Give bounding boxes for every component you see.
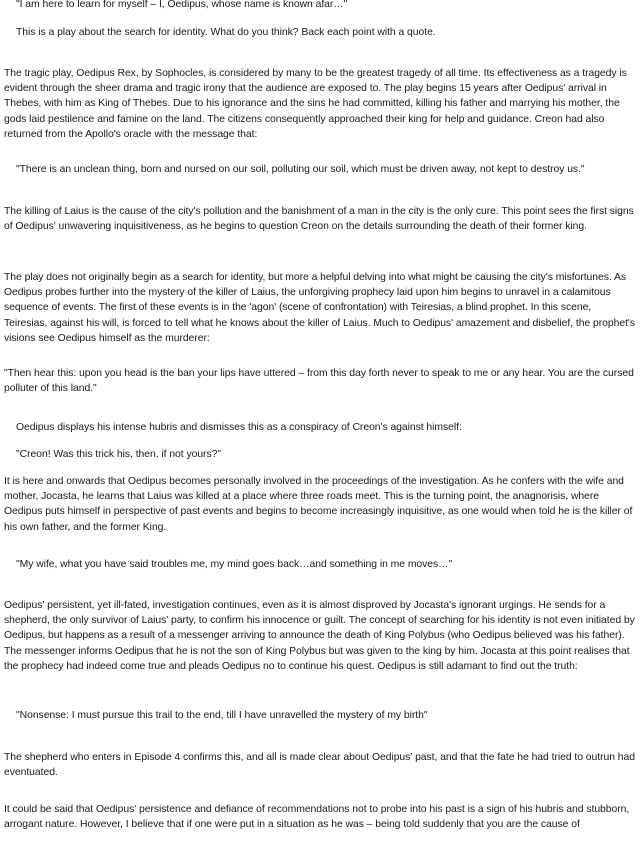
paragraph-1: The tragic play, Oedipus Rex, by Sophocles, is considered by many to be the greatest tragedy of all time. Its effectiveness as a tragedy is evident through the sheer drama and tragic irony that the audience are exposed to. The play begins 15 years after Oedipus' arrival in Thebes, with him as King of Thebes. Due to his ignorance and the sins he had committed, killing his father and marrying his mother, the gods laid pestilence and famine on the land. The citizens consequently approached their king for help and guidance. Creon had also returned from the Apollo's oracle with the message that: [4, 68, 627, 140]
paragraph-4: Oedipus displays his intense hubris and dismisses this as a conspiracy of Creon's against himself: [16, 422, 462, 433]
essay-prompt: This is a play about the search for identity. What do you think? Back each point with a quote. [16, 27, 436, 38]
essay-title-quote: "I am here to learn for myself – I, Oedipus, whose name is known afar…" [16, 0, 348, 10]
quote-2: "Then hear this: upon you head is the ban your lips have uttered – from this day forth never to speak to me or any hear. You are the cursed polluter of this land." [4, 368, 634, 395]
paragraph-8: It could be said that Oedipus' persistence and defiance of recommendations not to probe into his past is a sign of his hubris and stubborn, arrogant nature. However, I believe that if one were put in a situation as he was – being told suddenly that you are the cause of [4, 804, 630, 831]
quote-4: "My wife, what you have said troubles me, my mind goes back…and something in me moves…" [16, 559, 453, 570]
quote-3: "Creon! Was this trick his, then, if not yours?" [16, 449, 221, 460]
paragraph-7: The shepherd who enters in Episode 4 confirms this, and all is made clear about Oedipus' past, and that the fate he had tried to outrun had eventuated. [4, 752, 635, 779]
paragraph-5: It is here and onwards that Oedipus becomes personally involved in the proceedings of the investigation. As he confers with the wife and mother, Jocasta, he learns that Laius was killed at a place where three roads meet. This is the turning point, the anagnorisis, where Oedipus puts himself in perspective of past events and begins to become increasingly inquisitive, as one would when told he is the killer of his own father, and the former King. [4, 476, 633, 533]
paragraph-6: Oedipus' persistent, yet ill-fated, investigation continues, even as it is almost disproved by Jocasta's ignorant urgings. He sends for a shepherd, the only survivor of Laius' party, to confirm his innocence or guilt. The concept of searching for his identity is not even initiated by Oedipus, but happens as a result of a messenger arriving to announce the death of King Polybus (who Oedipus believed was his father). The messenger informs Oedipus that he is not the son of King Polybus but was given to the king by him. Jocasta at this point realises that the prophecy had indeed come true and pleads Oedipus no to continue his quest. Oedipus is still adamant to find out the truth: [4, 600, 635, 672]
quote-5: "Nonsense: I must pursue this trail to the end, till I have unravelled the mystery of my birth" [16, 710, 428, 721]
paragraph-3: The play does not originally begin as a search for identity, but more a helpful delving into what might be causing the city's misfortunes. As Oedipus probes further into the mystery of the killer of Laius, the unforgiving prophecy laid upon him begins to unravel in a calamitous sequence of events. The first of these events is in the 'agon' (scene of confrontation) with Teiresias, a blind prophet. In this scene, Teiresias, against his will, is forced to tell what he knows about the killer of Laius. Much to Oedipus' amazement and disbelief, the prophet's visions see Oedipus himself as the murderer: [4, 272, 635, 344]
quote-1: "There is an unclean thing, born and nursed on our soil, polluting our soil, which must be driven away, not kept to destroy us." [16, 164, 585, 175]
paragraph-2: The killing of Laius is the cause of the city's pollution and the banishment of a man in the city is the only cure. This point sees the first signs of Oedipus' unwavering inquisitiveness, as he begins to question Creon on the details surrounding the death of their former king. [4, 206, 634, 233]
